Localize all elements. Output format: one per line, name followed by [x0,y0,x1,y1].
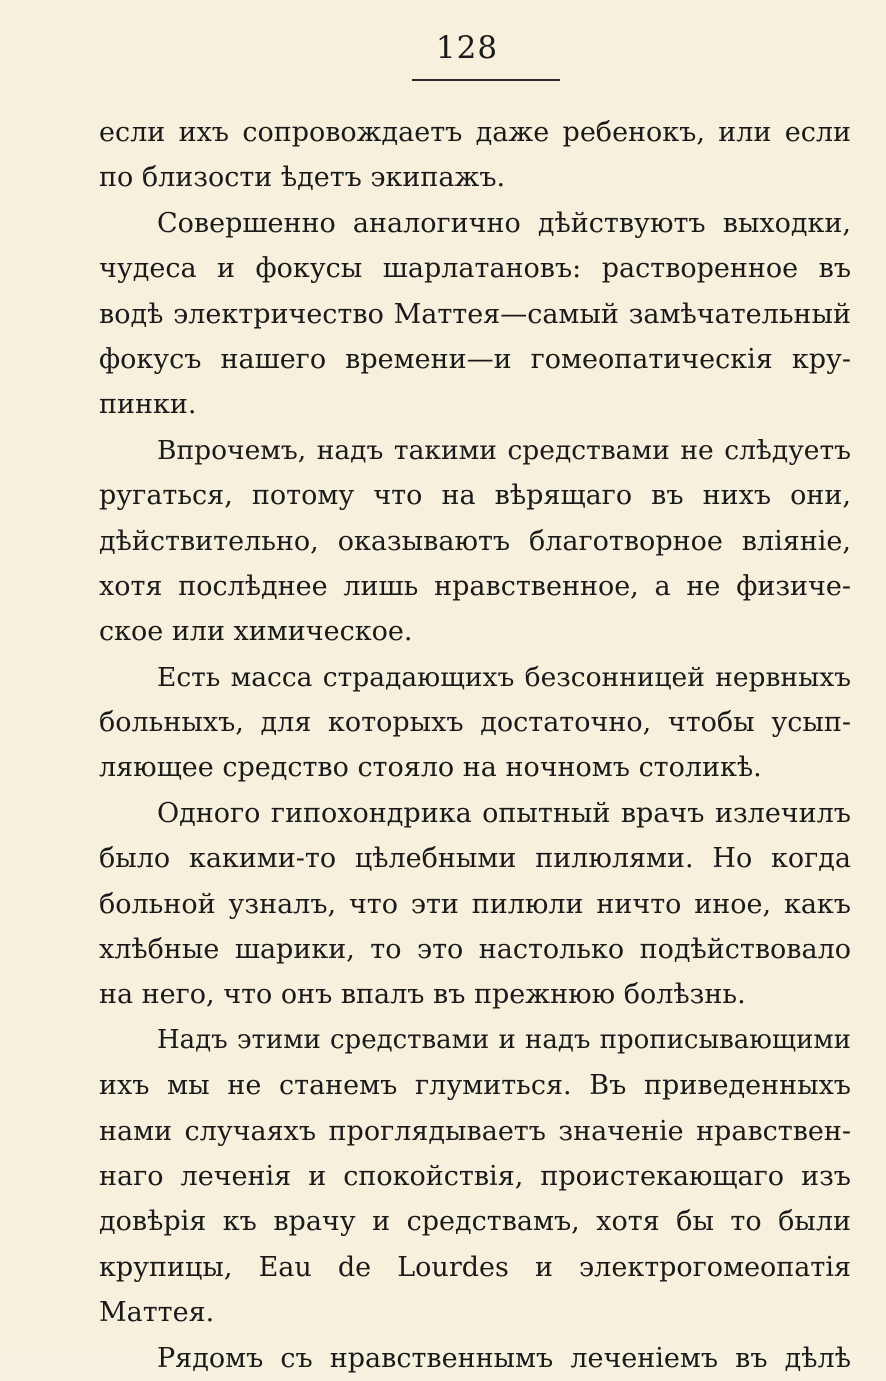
text-line: Надъ этими средствами и надъ прописывающими [157,1024,851,1055]
text-line: больныхъ, для которыхъ достаточно, чтобы усып- [99,707,851,739]
text-line: на него, что онъ впалъ въ прежнюю болѣзнь. [99,979,746,1011]
text-line: Одного гипохондрика опытный врачъ излечилъ [157,797,851,829]
text-line: больной узналъ, что эти пилюли ничто иное, какъ [99,888,851,920]
page-body-text [99,110,851,1381]
page-number: 128 [435,30,499,66]
text-line: ихъ мы не станемъ глумиться. Въ приведенныхъ [99,1070,851,1102]
header-rule [412,79,560,81]
text-line: пинки. [99,389,197,421]
text-line: нами случаяхъ проглядываетъ значеніе нравствен- [99,1115,851,1147]
text-line: Маттея. [99,1297,215,1329]
text-line: наго леченія и спокойствія, проистекающаго изъ [99,1160,851,1192]
text-line: крупицы, Eau de Lourdes и электрогомеопатія [99,1251,851,1283]
text-line: по близости ѣдетъ экипажъ. [99,162,506,194]
text-line: ское или химическое. [99,616,413,648]
text-line: дѣйствительно, оказываютъ благотворное вліяніе, [99,525,851,557]
text-line: ляющее средство стояло на ночномъ столикѣ. [99,752,762,784]
text-line: довѣрія къ врачу и средствамъ, хотя бы то были [99,1206,851,1238]
text-line: Впрочемъ, надъ такими средствами не слѣдуетъ [157,434,851,466]
text-line: Есть масса страдающихъ безсонницей нервныхъ [157,661,851,693]
text-line: если ихъ сопровождаетъ даже ребенокъ, или если [99,117,851,148]
text-line: ругаться, потому что на вѣрящаго въ нихъ они, [99,480,851,512]
text-line: Совершенно аналогично дѣйствуютъ выходки, [157,207,851,239]
text-line: хотя послѣднее лишь нравственное, а не физиче- [99,570,851,602]
text-line: было какими-то цѣлебными пилюлями. Но когда [99,843,851,875]
text-line: хлѣбные шарики, то это настолько подѣйствовало [99,934,851,966]
text-line: Рядомъ съ нравственнымъ леченіемъ въ дѣлѣ [157,1342,851,1374]
text-line: водѣ электричество Маттея—самый замѣчательный [99,298,851,330]
text-line: чудеса и фокусы шарлатановъ: растворенное въ [99,253,851,285]
text-line: фокусъ нашего времени—и гомеопатическія кру- [99,343,851,375]
